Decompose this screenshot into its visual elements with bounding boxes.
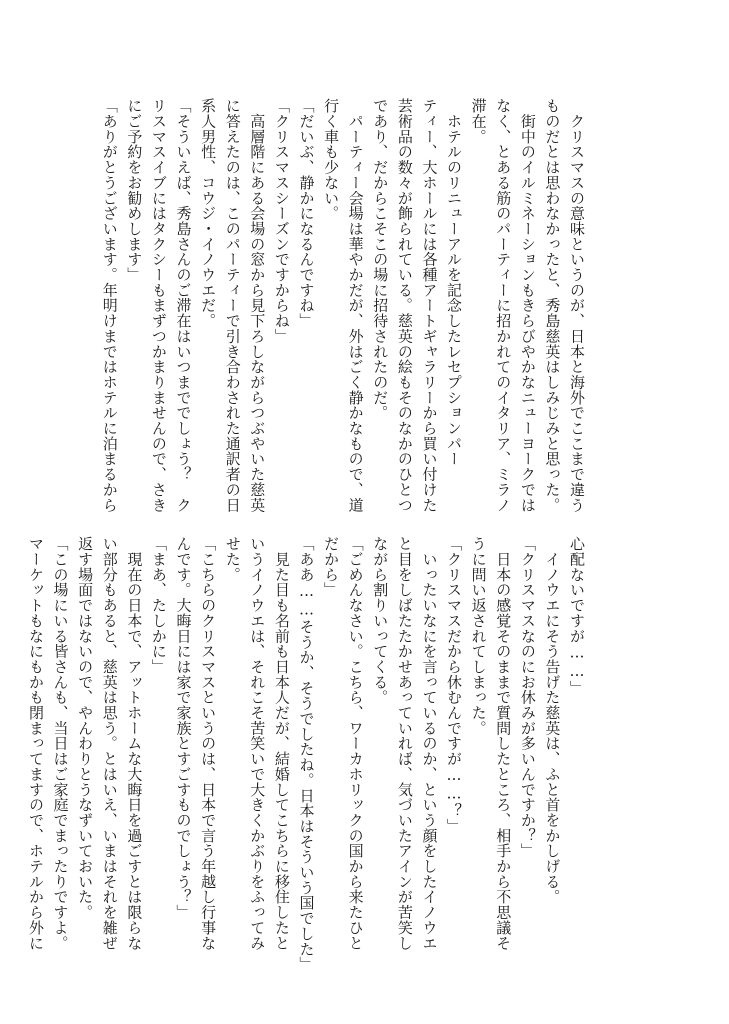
- text-block-top: [97, 98, 589, 513]
- text-column: ホテルのリニューアルを記念したレセプションパー: [445, 98, 464, 467]
- text-column: ながら割りいってくる。: [371, 536, 390, 705]
- text-column: せた。: [223, 536, 242, 583]
- text-column: 「この場にいる皆さんも、当日はご家庭でまったりですよ。: [51, 536, 70, 951]
- text-column: 見た目も名前も日本人だが、結婚してこちらに移住したと: [272, 536, 291, 951]
- text-column: 日本の感覚そのままで質問したところ、相手から不思議そ: [494, 536, 513, 951]
- text-column: いうイノウエは、それこそ苦笑いで大きくかぶりをふってみ: [248, 536, 267, 951]
- text-column: 街中のイルミネーションもきらびやかなニューヨークでは: [518, 98, 537, 513]
- text-column: 「そういえば、秀島さんのご滞在はいつまででしょう？ ク: [174, 98, 193, 513]
- text-column: 行く車も少ない。: [322, 98, 341, 221]
- text-column: 「ああ……そうか、そうでしたね。日本はそういう国でした」: [297, 536, 316, 972]
- text-column: パーティー会場は華やかだが、外はごく静かなもので、道: [346, 98, 365, 513]
- text-column: 滞在。: [469, 98, 488, 145]
- text-column: 返す場面ではないので、やんわりとうなずいておいた。: [76, 536, 95, 920]
- text-column: なく、とある筋のパーティーに招かれてのイタリア、ミラノ: [494, 98, 513, 513]
- text-column: 芸術品の数々が飾られている。慈英の絵もそのなかのひとつ: [395, 98, 414, 513]
- text-column: うに問い返されてしまった。: [469, 536, 488, 736]
- text-column: と目をしばたたかせあっていれば、気づいたアインが苦笑し: [395, 536, 414, 951]
- text-block-bottom: [23, 536, 589, 972]
- text-column: いったいなにを言っているのか、という顔をしたイノウエ: [420, 536, 439, 951]
- text-column: 「クリスマスなのにお休みが多いんですか？」: [518, 536, 537, 859]
- text-column: 「クリスマスだから休むんですが……？」: [445, 536, 464, 834]
- text-column: であり、だからこそこの場に招待されたのだ。: [371, 98, 390, 421]
- text-column: 系人男性、コウジ・イノウエだ。: [199, 98, 218, 329]
- text-column: ものだとは思わなかったと、秀島慈英はしみじみと思った。: [543, 98, 562, 513]
- text-column: い部分もあると、慈英は思う。とはいえ、いまはそれを雑ぜ: [100, 536, 119, 951]
- text-column: リスマスイブにはタクシーもまずつかまりませんので、さき: [149, 98, 168, 513]
- text-column: 「ありがとうございます。年明けまではホテルに泊まるから: [100, 98, 119, 513]
- text-column: だから」: [322, 536, 341, 598]
- text-column: に答えたのは、このパーティーで引き合わされた通訳者の日: [223, 98, 242, 513]
- text-column: 「ごめんなさい。こちら、ワーカホリックの国から来たひと: [346, 536, 365, 951]
- text-column: ティー、大ホールには各種アートギャラリーから買い付けた: [420, 98, 439, 513]
- text-column: 「こちらのクリスマスというのは、日本で言う年越し行事な: [199, 536, 218, 951]
- text-column: イノウエにそう告げた慈英は、ふと首をかしげる。: [543, 536, 562, 905]
- text-column: 「クリスマスシーズンですからね」: [272, 98, 291, 344]
- text-column: んです。大晦日には家で家族とすごすものでしょう？」: [174, 536, 193, 920]
- text-column: 「まあ、たしかに」: [149, 536, 168, 675]
- text-column: 高層階にある会場の窓から見下ろしながらつぶやいた慈英: [248, 98, 267, 513]
- text-column: 現在の日本で、アットホームな大晦日を過ごすとは限らな: [125, 536, 144, 951]
- text-column: 心配ないですが……」: [568, 536, 586, 696]
- text-column: 「だいぶ、静かになるんですね」: [297, 98, 316, 329]
- text-column: クリスマスの意味というのが、日本と海外でここまで違う: [568, 98, 586, 513]
- text-column: マーケットもなにもかも閉まってますので、ホテルから外に: [26, 536, 45, 951]
- text-column: にご予約をお勧めします」: [125, 98, 144, 283]
